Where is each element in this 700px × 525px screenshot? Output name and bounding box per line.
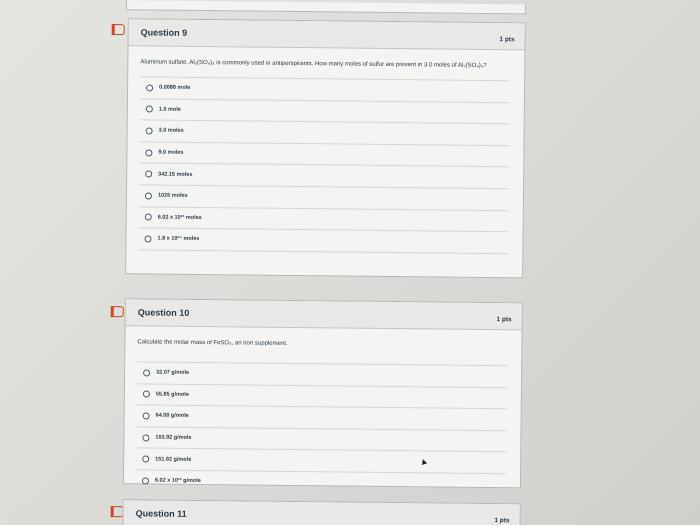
question-11-card [122, 499, 520, 525]
answer-label: 3.0 moles [158, 128, 184, 135]
mouse-pointer-icon: ▲ [417, 455, 430, 468]
answer-label: 151.92 g/mole [155, 456, 192, 463]
answer-label: 1.0 mole [158, 106, 181, 113]
answer-option[interactable] [136, 470, 506, 495]
quiz-content [101, 0, 526, 525]
question-10-points: 1 pts [496, 316, 512, 324]
question-9-card [125, 18, 526, 278]
answer-label: 1.8 x 10²⁴ moles [157, 236, 200, 243]
answer-label: 103.92 g/mole [155, 434, 192, 441]
answer-label: 64.00 g/mole [155, 413, 189, 420]
radio-button[interactable] [142, 456, 149, 463]
question-11-header [123, 500, 519, 525]
radio-button[interactable] [145, 192, 152, 199]
answer-label: 55.85 g/mole [155, 391, 189, 398]
radio-button[interactable] [143, 391, 150, 398]
flag-question-9-icon[interactable] [112, 24, 125, 35]
question-9-points: 1 pts [499, 36, 515, 44]
question-10-title: Question 10 [137, 307, 190, 318]
previous-question-bottom [126, 0, 526, 14]
answer-label: 342.15 moles [158, 171, 193, 178]
radio-button[interactable] [143, 412, 150, 419]
question-10-text: Calculate the molar mass of FeSO₄, an iron supplement. [137, 339, 288, 347]
radio-button[interactable] [145, 149, 152, 156]
radio-button[interactable] [145, 171, 152, 178]
radio-button[interactable] [142, 434, 149, 441]
question-9-answers [138, 76, 510, 254]
question-10-header [126, 299, 522, 330]
question-11-points: 1 pts [494, 517, 510, 525]
answer-label: 6.02 x 10²³ moles [157, 214, 202, 221]
answer-label: 32.07 g/mole [156, 369, 190, 377]
question-10-card [123, 298, 523, 488]
question-11-title: Question 11 [135, 508, 187, 519]
question-9-text: Aluminum sulfate, Al₂(SO₄)₃ is commonly used in antiperspirants. How many moles of sulfur are present in 3.0 moles of Al₂(SO₄)₃? [140, 59, 487, 69]
radio-button[interactable] [146, 106, 153, 113]
radio-button[interactable] [146, 84, 153, 91]
answer-label: 6.02 x 10²³ g/mole [154, 477, 201, 485]
answer-option[interactable] [138, 229, 508, 254]
question-9-title: Question 9 [140, 27, 188, 38]
answer-label: 9.0 moles [158, 149, 184, 156]
answer-label: 1026 moles [157, 192, 188, 200]
question-9-header [129, 19, 525, 50]
radio-button[interactable] [142, 477, 149, 484]
flag-question-10-icon[interactable] [111, 306, 124, 317]
radio-button[interactable] [144, 235, 151, 242]
radio-button[interactable] [143, 369, 150, 376]
radio-button[interactable] [145, 214, 152, 221]
answer-label: 0.0088 mole [159, 84, 191, 92]
question-10-answers [136, 361, 507, 495]
radio-button[interactable] [146, 127, 153, 134]
